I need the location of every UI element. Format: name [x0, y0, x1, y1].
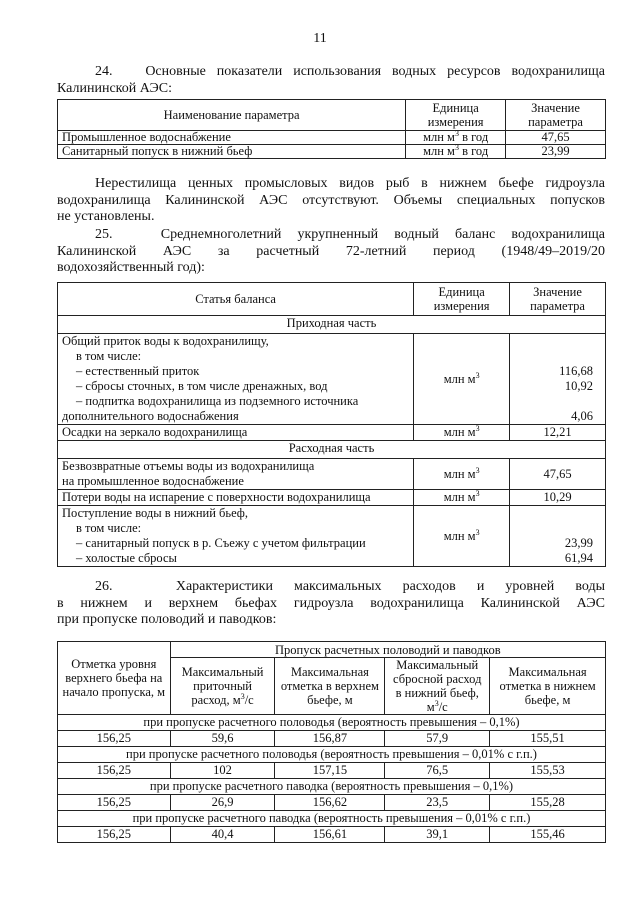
paragraph-text: Нерестилища ценных промысловых видов рыб в нижнем бьефе гидроузла: [95, 176, 605, 191]
section-title: Расходная часть: [58, 441, 606, 459]
section-title: Приходная часть: [58, 316, 606, 334]
paragraph-text: не установлены.: [57, 209, 155, 224]
paragraph-25: [57, 227, 605, 277]
paragraph-text: при пропуске половодий и паводков:: [57, 612, 277, 627]
table-header-row: [58, 283, 606, 316]
column-header: Максимальный приточный расход, $м^3/с$: [170, 658, 275, 715]
balance-item: Общий приток воды к водохранилищу, в том числе: – естественный приток – сбросы сточных, в том числе дренажных, вод – подпитка водохранилища из подземного источника дополнительного водоснабжения: [58, 334, 414, 425]
table-header-row: [58, 100, 606, 131]
balance-unit: млн $м^3$: [414, 425, 510, 441]
water-balance-table: [57, 282, 606, 567]
table-row: [58, 459, 606, 490]
block-title-row: при пропуске расчетного паводка (вероятность превышения – 0,01% с г.п.): [58, 811, 606, 827]
paragraph-number: 25.: [95, 227, 113, 242]
paragraph-number: 26.: [95, 579, 113, 594]
paragraph-text: водохозяйственный год):: [57, 260, 205, 275]
column-header: Значение параметра: [506, 100, 606, 131]
balance-item: Поступление воды в нижний бьеф, в том числе: – санитарный попуск в р. Съежу с учетом фильтрации – холостые сбросы: [58, 506, 414, 567]
balance-unit: млн $м^3$: [414, 334, 510, 425]
table-header-row: [58, 642, 606, 658]
param-value: 23,99: [506, 145, 606, 159]
balance-value: 47,65: [510, 459, 606, 490]
param-unit: млн $м^3$ в год: [406, 145, 506, 159]
balance-value: 10,29: [510, 490, 606, 506]
paragraph-text: водохранилища Калининской АЭС отсутствуют. Объемы специальных попусков: [57, 192, 605, 208]
param-value: 47,65: [506, 131, 606, 145]
column-header: Статья баланса: [58, 283, 414, 316]
balance-value: 23,99 61,94: [510, 506, 606, 567]
paragraph-number: 24.: [95, 64, 113, 79]
column-header: Отметка уровня верхнего бьефа на начало пропуска, м: [58, 642, 171, 715]
paragraph-spawning: [57, 176, 605, 226]
paragraph-text: в нижнем и верхнем бьефах гидроузла водохранилища Калининской АЭС: [57, 595, 605, 611]
column-header: Максимальная отметка в верхнем бьефе, м: [275, 658, 385, 715]
column-header: Значение параметра: [510, 283, 606, 316]
table-row: [58, 425, 606, 441]
group-header: Пропуск расчетных половодий и паводков: [170, 642, 605, 658]
column-header: Единица измерения: [406, 100, 506, 131]
paragraph-24: [57, 64, 605, 97]
table-row: [58, 334, 606, 425]
paragraph-text: Основные показатели использования водных ресурсов водохранилища: [145, 64, 606, 79]
param-name: Санитарный попуск в нижний бьеф: [58, 145, 406, 159]
section-row: [58, 441, 606, 459]
table-row: [58, 490, 606, 506]
table-row: [58, 145, 606, 159]
balance-unit: млн $м^3$: [414, 506, 510, 567]
balance-item: Осадки на зеркало водохранилища: [58, 425, 414, 441]
balance-unit: млн $м^3$: [414, 490, 510, 506]
column-header: Наименование параметра: [58, 100, 406, 131]
column-header: Единица измерения: [414, 283, 510, 316]
paragraph-text: Калининской АЭС за расчетный 72-летний период (1948/49–2019/20: [57, 243, 605, 259]
table-row: [58, 131, 606, 145]
table-row: 156,25 59,6 156,87 57,9 155,51: [58, 731, 606, 747]
param-unit: млн $м^3$ в год: [406, 131, 506, 145]
flood-characteristics-table: [57, 641, 606, 843]
table-row: 156,25 40,4 156,61 39,1 155,46: [58, 827, 606, 843]
balance-unit: млн $м^3$: [414, 459, 510, 490]
balance-item: Безвозвратные отъемы воды из водохранилища на промышленное водоснабжение: [58, 459, 414, 490]
paragraph-26: [57, 579, 605, 629]
param-name: Промышленное водоснабжение: [58, 131, 406, 145]
section-row: [58, 316, 606, 334]
paragraph-text: Калининской АЭС:: [57, 80, 172, 96]
balance-value: 12,21: [510, 425, 606, 441]
block-title-row: при пропуске расчетного паводка (вероятность превышения – 0,1%): [58, 779, 606, 795]
block-title-row: при пропуске расчетного половодья (вероятность превышения – 0,01% с г.п.): [58, 747, 606, 763]
table-row: 156,25 26,9 156,62 23,5 155,28: [58, 795, 606, 811]
block-title-row: при пропуске расчетного половодья (вероятность превышения – 0,1%): [58, 715, 606, 731]
column-header: Максимальный сбросной расход в нижний бьеф, $м^3/с$: [385, 658, 490, 715]
page-number: 11: [313, 31, 327, 46]
water-use-table: [57, 99, 606, 159]
balance-value: 116,68 10,92 4,06: [510, 334, 606, 425]
paragraph-text: Среднемноголетний укрупненный водный баланс водохранилища: [160, 227, 605, 242]
table-row: 156,25 102 157,15 76,5 155,53: [58, 763, 606, 779]
paragraph-text: Характеристики максимальных расходов и уровней воды: [175, 579, 605, 594]
table-row: [58, 506, 606, 567]
balance-item: Потери воды на испарение с поверхности водохранилища: [58, 490, 414, 506]
column-header: Максимальная отметка в нижнем бьефе, м: [490, 658, 606, 715]
